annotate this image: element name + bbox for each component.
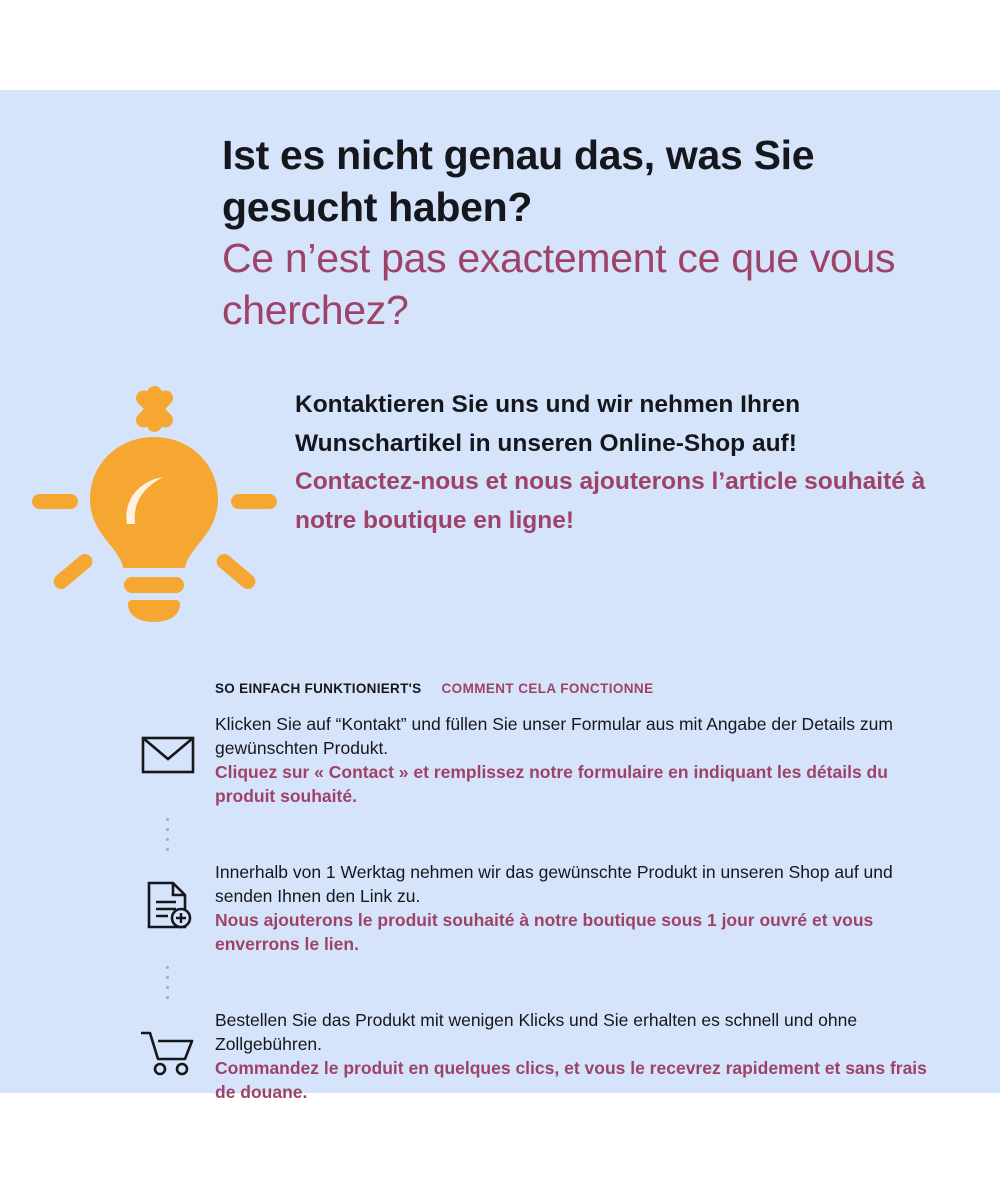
headline-block — [222, 130, 952, 337]
step-text — [215, 710, 950, 809]
step-text — [215, 1006, 950, 1105]
step-french: Cliquez sur « Contact » et remplissez notre formulaire en indiquant les détails du produit souhaité. — [215, 762, 888, 807]
steps-heading — [215, 681, 653, 696]
step-german: Innerhalb von 1 Werktag nehmen wir das gewünschte Produkt in unseren Shop auf und senden Ihnen den Link zu. — [215, 862, 893, 907]
step-french: Nous ajouterons le produit souhaité à notre boutique sous 1 jour ouvré et vous enverrons le lien. — [215, 910, 874, 955]
shopping-cart-icon — [120, 1006, 215, 1076]
intro-german: Kontaktieren Sie uns und wir nehmen Ihren Wunschartikel in unseren Online-Shop auf! — [295, 391, 801, 457]
steps-list — [120, 710, 950, 1110]
step-connector — [120, 962, 950, 1006]
headline-french: Ce n’est pas exactement ce que vous cherchez? — [222, 235, 896, 333]
list-item — [120, 858, 950, 962]
step-french: Commandez le produit en quelques clics, et vous le recevrez rapidement et sans frais de douane. — [215, 1058, 927, 1103]
list-item — [120, 710, 950, 814]
promo-banner — [0, 90, 1000, 1103]
intro-french: Contactez-nous et nous ajouterons l’article souhaité à notre boutique en ligne! — [295, 468, 926, 535]
step-connector — [120, 814, 950, 858]
intro-block — [295, 386, 945, 541]
steps-heading-german: SO EINFACH FUNKTIONIERT'S — [215, 681, 422, 696]
step-text — [215, 858, 950, 957]
step-german: Klicken Sie auf “Kontakt” und füllen Sie unser Formular aus mit Angabe der Details zum gewünschten Produkt. — [215, 714, 893, 759]
dotted-line — [120, 962, 215, 1006]
dotted-line — [120, 814, 215, 858]
envelope-icon — [120, 710, 215, 776]
document-add-icon — [120, 858, 215, 930]
headline-german: Ist es nicht genau das, was Sie gesucht haben? — [222, 132, 815, 230]
lightbulb-icon — [28, 382, 278, 632]
steps-heading-french: COMMENT CELA FONCTIONNE — [441, 681, 654, 696]
list-item — [120, 1006, 950, 1110]
step-german: Bestellen Sie das Produkt mit wenigen Klicks und Sie erhalten es schnell und ohne Zollgebühren. — [215, 1010, 858, 1055]
